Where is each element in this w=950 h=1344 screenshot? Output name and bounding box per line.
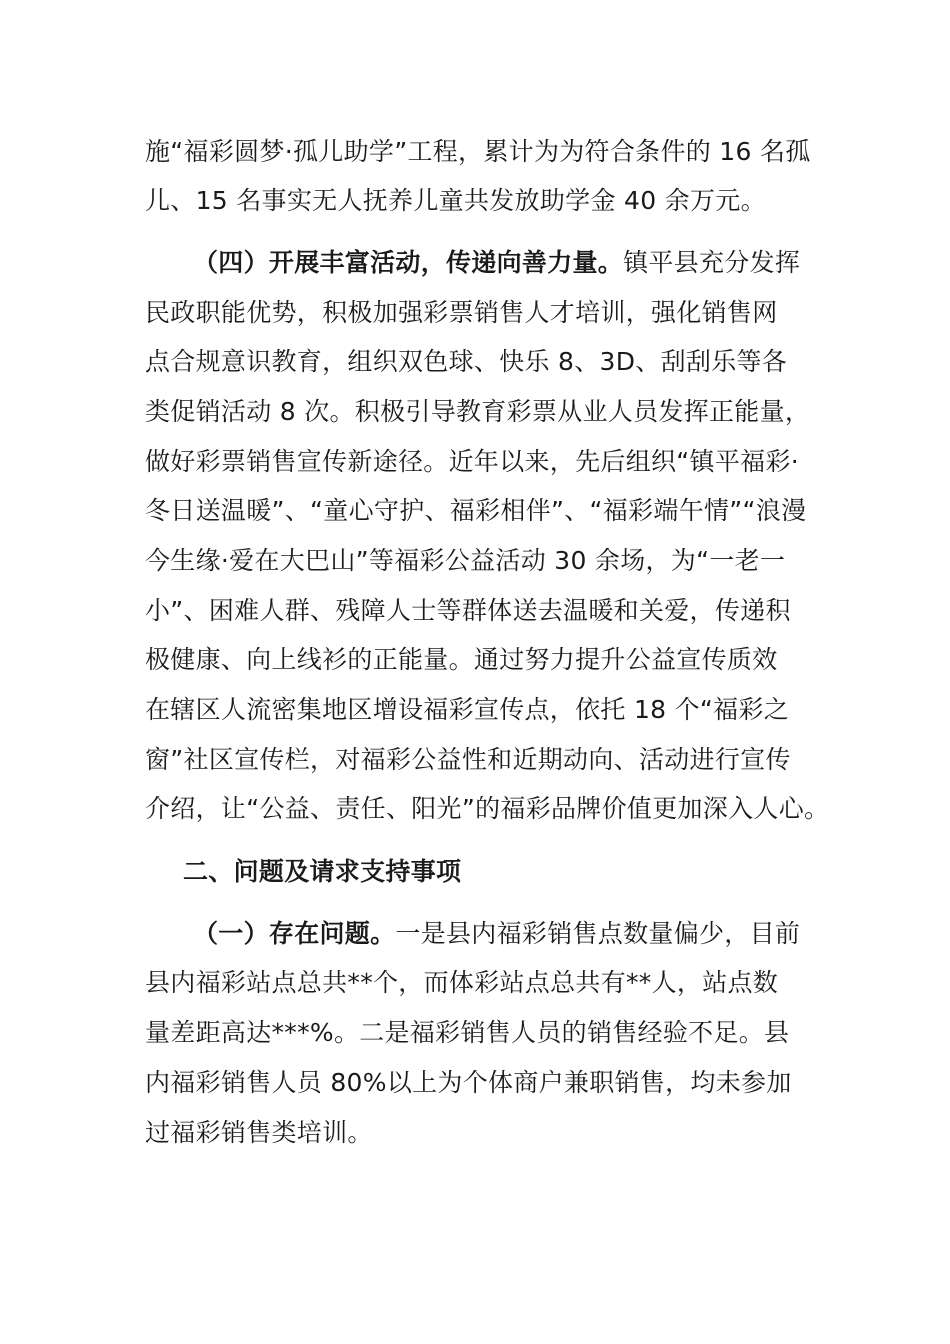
paragraph-2-line-3: 点合规意识教育，组织双色球、快乐 8、3D、刮刮乐等各 <box>145 347 788 376</box>
section-2-heading: 二、问题及请求支持事项 <box>183 857 462 886</box>
paragraph-2-heading: （四）开展丰富活动，传递向善力量。 <box>193 248 624 277</box>
paragraph-2-line-9: 极健康、向上线衫的正能量。通过努力提升公益宣传质效 <box>145 645 778 674</box>
paragraph-2-line-12: 介绍，让“公益、责任、阳光”的福彩品牌价值更加深入人心。 <box>145 794 830 823</box>
paragraph-2-line-4: 类促销活动 8 次。积极引导教育彩票从业人员发挥正能量， <box>145 397 811 426</box>
paragraph-1-line-1: 施“福彩圆梦·孤儿助学”工程，累计为为符合条件的 16 名孤 <box>145 137 811 166</box>
paragraph-3-line-4: 内福彩销售人员 80%以上为个体商户兼职销售，均未参加 <box>145 1068 792 1097</box>
paragraph-3-line-3: 量差距高达***%。二是福彩销售人员的销售经验不足。县 <box>145 1018 790 1047</box>
paragraph-2-line-6: 冬日送温暖”、“童心守护、福彩相伴”、“福彩端午情”“浪漫 <box>145 496 807 525</box>
paragraph-2-line-11: 窗”社区宣传栏，对福彩公益性和近期动向、活动进行宣传 <box>145 745 791 774</box>
paragraph-1-line-2: 儿、15 名事实无人抚养儿童共发放助学金 40 余万元。 <box>145 186 766 215</box>
paragraph-3-line-1-text: 一是县内福彩销售点数量偏少，目前 <box>395 919 801 948</box>
paragraph-3-line-2: 县内福彩站点总共**个，而体彩站点总共有**人，站点数 <box>145 968 779 997</box>
paragraph-3-heading: （一）存在问题。 <box>193 919 396 948</box>
paragraph-2-line-8: 小”、困难人群、残障人士等群体送去温暖和关爱，传递积 <box>145 596 791 625</box>
paragraph-3-line-5: 过福彩销售类培训。 <box>145 1118 373 1147</box>
paragraph-2-line-5: 做好彩票销售宣传新途径。近年以来，先后组织“镇平福彩· <box>145 447 800 476</box>
paragraph-2-line-10: 在辖区人流密集地区增设福彩宣传点，依托 18 个“福彩之 <box>145 695 790 724</box>
paragraph-2-line-1 <box>193 247 800 279</box>
paragraph-2-line-2: 民政职能优势，积极加强彩票销售人才培训，强化销售网 <box>145 298 778 327</box>
paragraph-2-line-1-text: 镇平县充分发挥 <box>623 248 801 277</box>
paragraph-3-line-1 <box>193 918 800 950</box>
paragraph-2-line-7: 今生缘·爱在大巴山”等福彩公益活动 30 余场，为“一老一 <box>145 546 786 575</box>
